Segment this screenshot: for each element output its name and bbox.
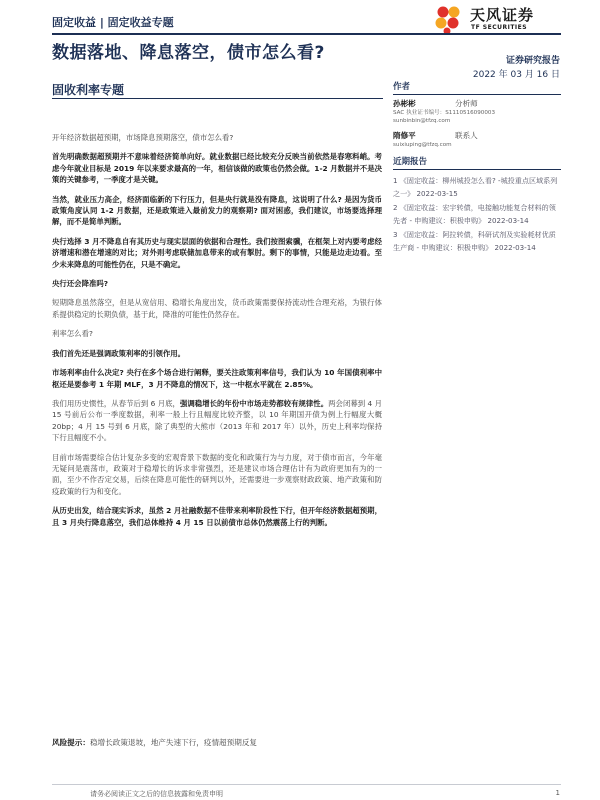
author-entry: [393, 99, 561, 125]
body-paragraph: 我们首先还是强调政策利率的引领作用。: [52, 348, 186, 358]
body-paragraph: 央行选择 3 月不降息自有其历史与现实层面的依据和合理性。我们按图索骥，在框架上对内要考虑经济增速和潜在增速的对比；对外则考虑联储加息带来的或有掣肘。剩下的事情，只能是边走边看。至少未来降息的可能性仍在，只是不确定。: [52, 236, 382, 269]
header-bar: [52, 6, 560, 34]
author-entry: [393, 131, 561, 149]
body-paragraph: 短期降息虽然落空，但是从宽信用、稳增长角度出发，货币政策需要保持流动性合理充裕，为银行体系提供稳定的长期负债，基于此，降准的可能性仍然存在。: [52, 298, 382, 319]
logo-chinese-text: 天风证券: [470, 6, 535, 24]
conclusion-paragraph: 从历史出发，结合现实诉求，虽然 2 月社融数据不佳带来利率阶段性下行，但开年经济数据超预期，且 3 月央行降息落空，我们总体维持 4 月 15 日以前债市总体仍然震荡上行的判断。: [52, 506, 382, 527]
sidebar: [393, 80, 561, 255]
section-question: 央行还会降准吗?: [52, 279, 109, 289]
logo-english-text: TF SECURITIES: [471, 24, 528, 31]
body-paragraph: 市场利率由什么决定? 央行在多个场合进行阐释，要关注政策利率信号，我们认为 10 年国债利率中枢还是要参考 1 年期 MLF，3 月不降息的情况下，这一中枢水平就在 2.85%。: [52, 368, 382, 389]
header-rule: [52, 33, 561, 35]
risk-text: 稳增长政策退坡，地产失速下行，疫情超预期反复: [89, 738, 258, 747]
related-reports-heading: 近期报告: [393, 155, 561, 170]
author-role: 分析师: [455, 99, 478, 108]
related-report-link[interactable]: 3 《固定收益：阿拉转债，科研试剂及实验耗材优质生产商 - 申购建议：积极申购》 2022-03-14: [393, 230, 556, 252]
breadcrumb: 固定收益 | 固定收益专题: [52, 16, 174, 29]
author-name: 隋修平: [393, 131, 416, 140]
author-email[interactable]: suixiuping@tfzq.com: [393, 142, 452, 148]
logo-flower-icon: [432, 4, 466, 36]
body-paragraph: 首先明确数据超预期并不意味着经济简单向好。就业数据已经比较充分反映当前依然是春寒料峭。考虑今年就业目标是 2019 年以来要求最高的一年，相信该做的政策也仍然会做。1-2 月数据并不是决策的关键参考，一季度才是关键。: [52, 152, 382, 185]
author-name: 孙彬彬: [393, 99, 416, 108]
related-report-link[interactable]: 1 《固定收益：柳州城投怎么看? -城投重点区域系列之一》 2022-03-15: [393, 176, 558, 198]
report-type: 证券研究报告: [505, 56, 560, 66]
body-paragraph: 我们用历史惯性，从春节后到 6 月底，强调稳增长的年份中市场走势都较有规律性。两会闭幕到 4 月 15 号前后公布一季度数据，利率一般上行且幅度比较齐整，以 10 年期国开债为例上行幅度大概 20bp；4 月 15 号到 6 月底，除了典型的大熊市（2013 年和 2017 年）以外，历史上利率均保持下行且幅度不小。: [52, 398, 382, 443]
author-role: 联系人: [455, 131, 478, 140]
page-number: 1: [555, 789, 560, 797]
footer-rule: [52, 784, 561, 785]
report-body: [52, 132, 382, 536]
authors-heading: 作者: [393, 80, 561, 95]
report-title: 数据落地、降息落空，债市怎么看?: [52, 43, 325, 63]
body-paragraph: 开年经济数据超预期，市场降息预期落空，债市怎么看?: [52, 133, 234, 142]
author-certificate: SAC 执业证书编号：S1110516090003: [393, 110, 496, 116]
body-paragraph: 当然，就业压力高企，经济面临新的下行压力，但是央行就是没有降息，这说明了什么? 是因为货币政策角度认同 1-2 月数据，还是政策进入最前发力的观察期? 面对困惑，我们建议，市场要选择理解，而不是简单判断。: [52, 194, 382, 227]
subtitle-band: [52, 77, 383, 99]
report-subtitle: 固收利率专题: [52, 83, 125, 97]
section-question: 利率怎么看?: [52, 329, 93, 339]
risk-label: 风险提示：: [52, 738, 90, 747]
body-paragraph: 目前市场需要综合估计复杂多变的宏观背景下数据的变化和政策行为与力度，对于债市而言，今年毫无疑问是震荡市，政策对于稳增长的诉求非常强烈，还是建议市场合理估计有为政府更加有为的一面，至少不作否定交易，后续在降息可能性的研判以外，还需要进一步观察财政政策、地产政策和防疫政策的行为和变化。: [52, 452, 382, 496]
author-email[interactable]: sunbinbin@tfzq.com: [393, 118, 451, 124]
report-date: 2022 年 03 月 16 日: [472, 70, 560, 80]
footer-disclaimer: 请务必阅读正文之后的信息披露和免责申明: [90, 790, 223, 798]
risk-warning: [52, 737, 257, 748]
related-report-link[interactable]: 2 《固定收益：宏宇转债，电接触功能复合材料的领先者 - 申购建议：积极申购》 2022-03-14: [393, 203, 556, 225]
